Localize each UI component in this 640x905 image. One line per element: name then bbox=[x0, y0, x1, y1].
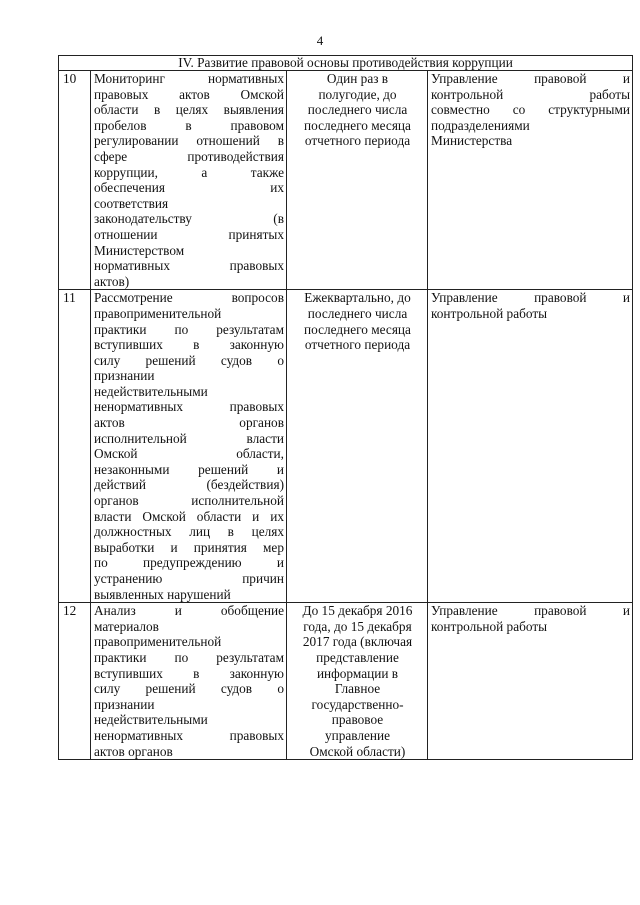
responsible-unit-line: контрольной работы bbox=[431, 305, 548, 321]
measure-description-line: пробелов в правовом bbox=[94, 117, 284, 133]
measure-description-line: правоприменительной bbox=[94, 305, 222, 321]
responsible-unit-line: контрольной работы bbox=[431, 86, 631, 102]
measure-description-line: соответствия bbox=[94, 195, 169, 211]
measure-description-line: области в целях выявления bbox=[94, 102, 284, 118]
measure-description-line: актов органов bbox=[94, 743, 173, 759]
row-number: 11 bbox=[59, 290, 91, 603]
measure-description-line: действий (бездействия) bbox=[94, 477, 284, 493]
execution-term-line: Один раз в bbox=[326, 71, 389, 86]
measure-description-line: актов органов bbox=[94, 415, 284, 431]
table-row bbox=[59, 603, 633, 760]
execution-term-line: Омской области) bbox=[309, 743, 406, 759]
execution-term-line: последнего числа bbox=[307, 305, 408, 321]
responsible-unit-line: Управление правовой и bbox=[431, 290, 631, 306]
measure-description-line: признании bbox=[94, 696, 155, 712]
execution-term-line: последнего числа bbox=[307, 102, 408, 118]
measure-description-line: по предупреждению и bbox=[94, 555, 284, 571]
measure-description-line: выявленных нарушений bbox=[94, 586, 231, 602]
measure-description-line: Омской области, bbox=[94, 446, 284, 462]
measure-description-line: коррупции, а также bbox=[94, 164, 284, 180]
measure-description-line: Мониторинг нормативных bbox=[94, 71, 284, 86]
execution-term-line: отчетного периода bbox=[304, 133, 411, 149]
execution-term-line: 2017 года (включая bbox=[302, 634, 413, 650]
measure-description-line: вступивших в законную bbox=[94, 665, 284, 681]
measure-description-line: должностных лиц в целях bbox=[94, 524, 284, 540]
row-number: 10 bbox=[59, 71, 91, 290]
table-row bbox=[59, 71, 633, 290]
responsible-unit-line: совместно со структурными bbox=[431, 102, 631, 118]
execution-term bbox=[287, 290, 428, 603]
measure-description-line: ненормативных правовых bbox=[94, 399, 284, 415]
measure-description-line: власти Омской области и их bbox=[94, 508, 284, 524]
measure-description-line: материалов bbox=[94, 618, 159, 634]
measure-description-line: регулировании отношений в bbox=[94, 133, 284, 149]
responsible-unit-line: Управление правовой и bbox=[431, 603, 631, 619]
execution-term-line: правовое bbox=[331, 712, 384, 728]
execution-term-line: года, до 15 декабря bbox=[303, 618, 412, 634]
measure-description-line: нормативных правовых bbox=[94, 258, 284, 274]
measure-description-line: отношении принятых bbox=[94, 226, 284, 242]
table-row bbox=[59, 290, 633, 603]
measure-description-line: актов) bbox=[94, 273, 130, 289]
responsible-unit-line: Управление правовой и bbox=[431, 71, 631, 86]
measure-description-line: практики по результатам bbox=[94, 321, 284, 337]
execution-term-line: отчетного периода bbox=[304, 337, 411, 353]
responsible-unit bbox=[428, 290, 633, 603]
measure-description-line: исполнительной власти bbox=[94, 430, 284, 446]
measure-description bbox=[91, 603, 287, 760]
execution-term-line: представление bbox=[316, 649, 399, 665]
section-header-row bbox=[59, 56, 633, 71]
measure-description-line: практики по результатам bbox=[94, 649, 284, 665]
execution-term-line: полугодие, до bbox=[318, 86, 397, 102]
measure-description bbox=[91, 71, 287, 290]
measures-table bbox=[58, 55, 633, 760]
page-number: 4 bbox=[316, 33, 324, 48]
measure-description-line: силу решений судов о bbox=[94, 681, 284, 697]
execution-term-line: информации в bbox=[316, 665, 399, 681]
measure-description-line: правоприменительной bbox=[94, 634, 222, 650]
measure-description-line: Министерством bbox=[94, 242, 185, 258]
measure-description-line: недействительными bbox=[94, 712, 208, 728]
responsible-unit-line: Министерства bbox=[431, 133, 513, 149]
measure-description bbox=[91, 290, 287, 603]
responsible-unit-line: подразделениями bbox=[431, 117, 530, 133]
measure-description-line: Анализ и обобщение bbox=[94, 603, 284, 619]
execution-term bbox=[287, 71, 428, 290]
execution-term-line: последнего месяца bbox=[304, 117, 411, 133]
section-title: IV. Развитие правовой основы противодействия коррупции bbox=[59, 56, 633, 71]
execution-term-line: управление bbox=[324, 727, 391, 743]
execution-term-line: Ежеквартально, до bbox=[304, 290, 411, 306]
measure-description-line: обеспечения их bbox=[94, 180, 284, 196]
measure-description-line: законодательству (в bbox=[94, 211, 284, 227]
execution-term bbox=[287, 603, 428, 760]
measure-description-line: незаконными решений и bbox=[94, 461, 284, 477]
measure-description-line: силу решений судов о bbox=[94, 352, 284, 368]
execution-term-line: государственно- bbox=[311, 696, 404, 712]
measure-description-line: Рассмотрение вопросов bbox=[94, 290, 284, 306]
measure-description-line: недействительными bbox=[94, 383, 208, 399]
measure-description-line: органов исполнительной bbox=[94, 493, 284, 509]
responsible-unit bbox=[428, 71, 633, 290]
measure-description-line: выработки и принятия мер bbox=[94, 539, 284, 555]
measure-description-line: признании bbox=[94, 368, 155, 384]
row-number: 12 bbox=[59, 603, 91, 760]
measure-description-line: сфере противодействия bbox=[94, 148, 284, 164]
execution-term-line: До 15 декабря 2016 bbox=[302, 603, 413, 619]
responsible-unit-line: контрольной работы bbox=[431, 618, 548, 634]
measure-description-line: правовых актов Омской bbox=[94, 86, 284, 102]
measure-description-line: вступивших в законную bbox=[94, 337, 284, 353]
responsible-unit bbox=[428, 603, 633, 760]
execution-term-line: последнего месяца bbox=[304, 321, 411, 337]
measure-description-line: ненормативных правовых bbox=[94, 727, 284, 743]
measure-description-line: устранению причин bbox=[94, 571, 284, 586]
execution-term-line: Главное bbox=[334, 681, 381, 697]
